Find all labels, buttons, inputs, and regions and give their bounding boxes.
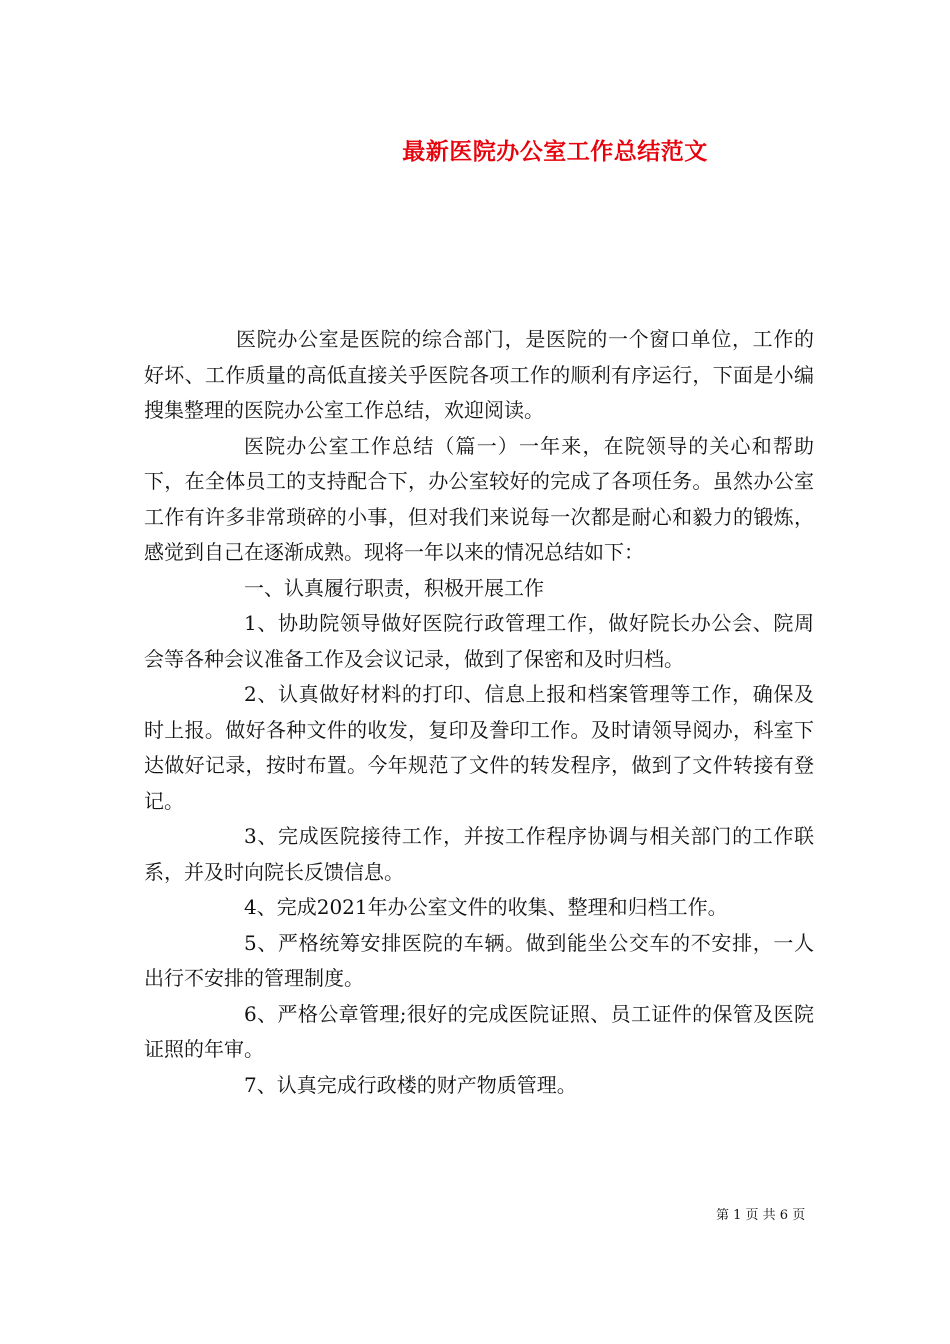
section-heading-1: 一、认真履行职责，积极开展工作 <box>244 575 544 600</box>
list-item-4: 4、完成2021年办公室文件的收集、整理和归档工作。 <box>244 895 728 919</box>
paragraph-summary-part1: 医院办公室工作总结（篇一）一年来，在院领导的关心和帮助下，在全体员工的支持配合下，办公室较好的完成了各项任务。虽然办公室工作有许多非常琐碎的小事，但对我们来说每一次都是耐心和毅力的锻炼，感觉到自己在逐渐成熟。现将一年以来的情况总结如下： <box>144 433 814 564</box>
list-item-5: 5、严格统筹安排医院的车辆。做到能坐公交车的不安排，一人出行不安排的管理制度。 <box>144 930 814 990</box>
paragraph-intro: 医院办公室是医院的综合部门，是医院的一个窗口单位，工作的好坏、工作质量的高低直接关乎医院各项工作的顺利有序运行，下面是小编搜集整理的医院办公室工作总结，欢迎阅读。 <box>144 327 814 422</box>
document-title: 最新医院办公室工作总结范文 <box>402 138 708 165</box>
list-item-6: 6、严格公章管理;很好的完成医院证照、员工证件的保管及医院证照的年审。 <box>144 1001 814 1061</box>
list-item-2: 2、认真做好材料的打印、信息上报和档案管理等工作，确保及时上报。做好各种文件的收发，复印及誊印工作。及时请领导阅办，科室下达做好记录，按时布置。今年规范了文件的转发程序，做到了文件转接有登记。 <box>144 682 814 813</box>
list-item-3: 3、完成医院接待工作，并按工作程序协调与相关部门的工作联系，并及时向院长反馈信息。 <box>144 824 814 884</box>
page-number: 第 1 页 共 6 页 <box>716 1208 806 1223</box>
document-body <box>144 322 814 1103</box>
list-item-1: 1、协助院领导做好医院行政管理工作，做好院长办公会、院周会等各种会议准备工作及会议记录，做到了保密和及时归档。 <box>144 611 814 671</box>
list-item-7: 7、认真完成行政楼的财产物质管理。 <box>244 1072 577 1097</box>
